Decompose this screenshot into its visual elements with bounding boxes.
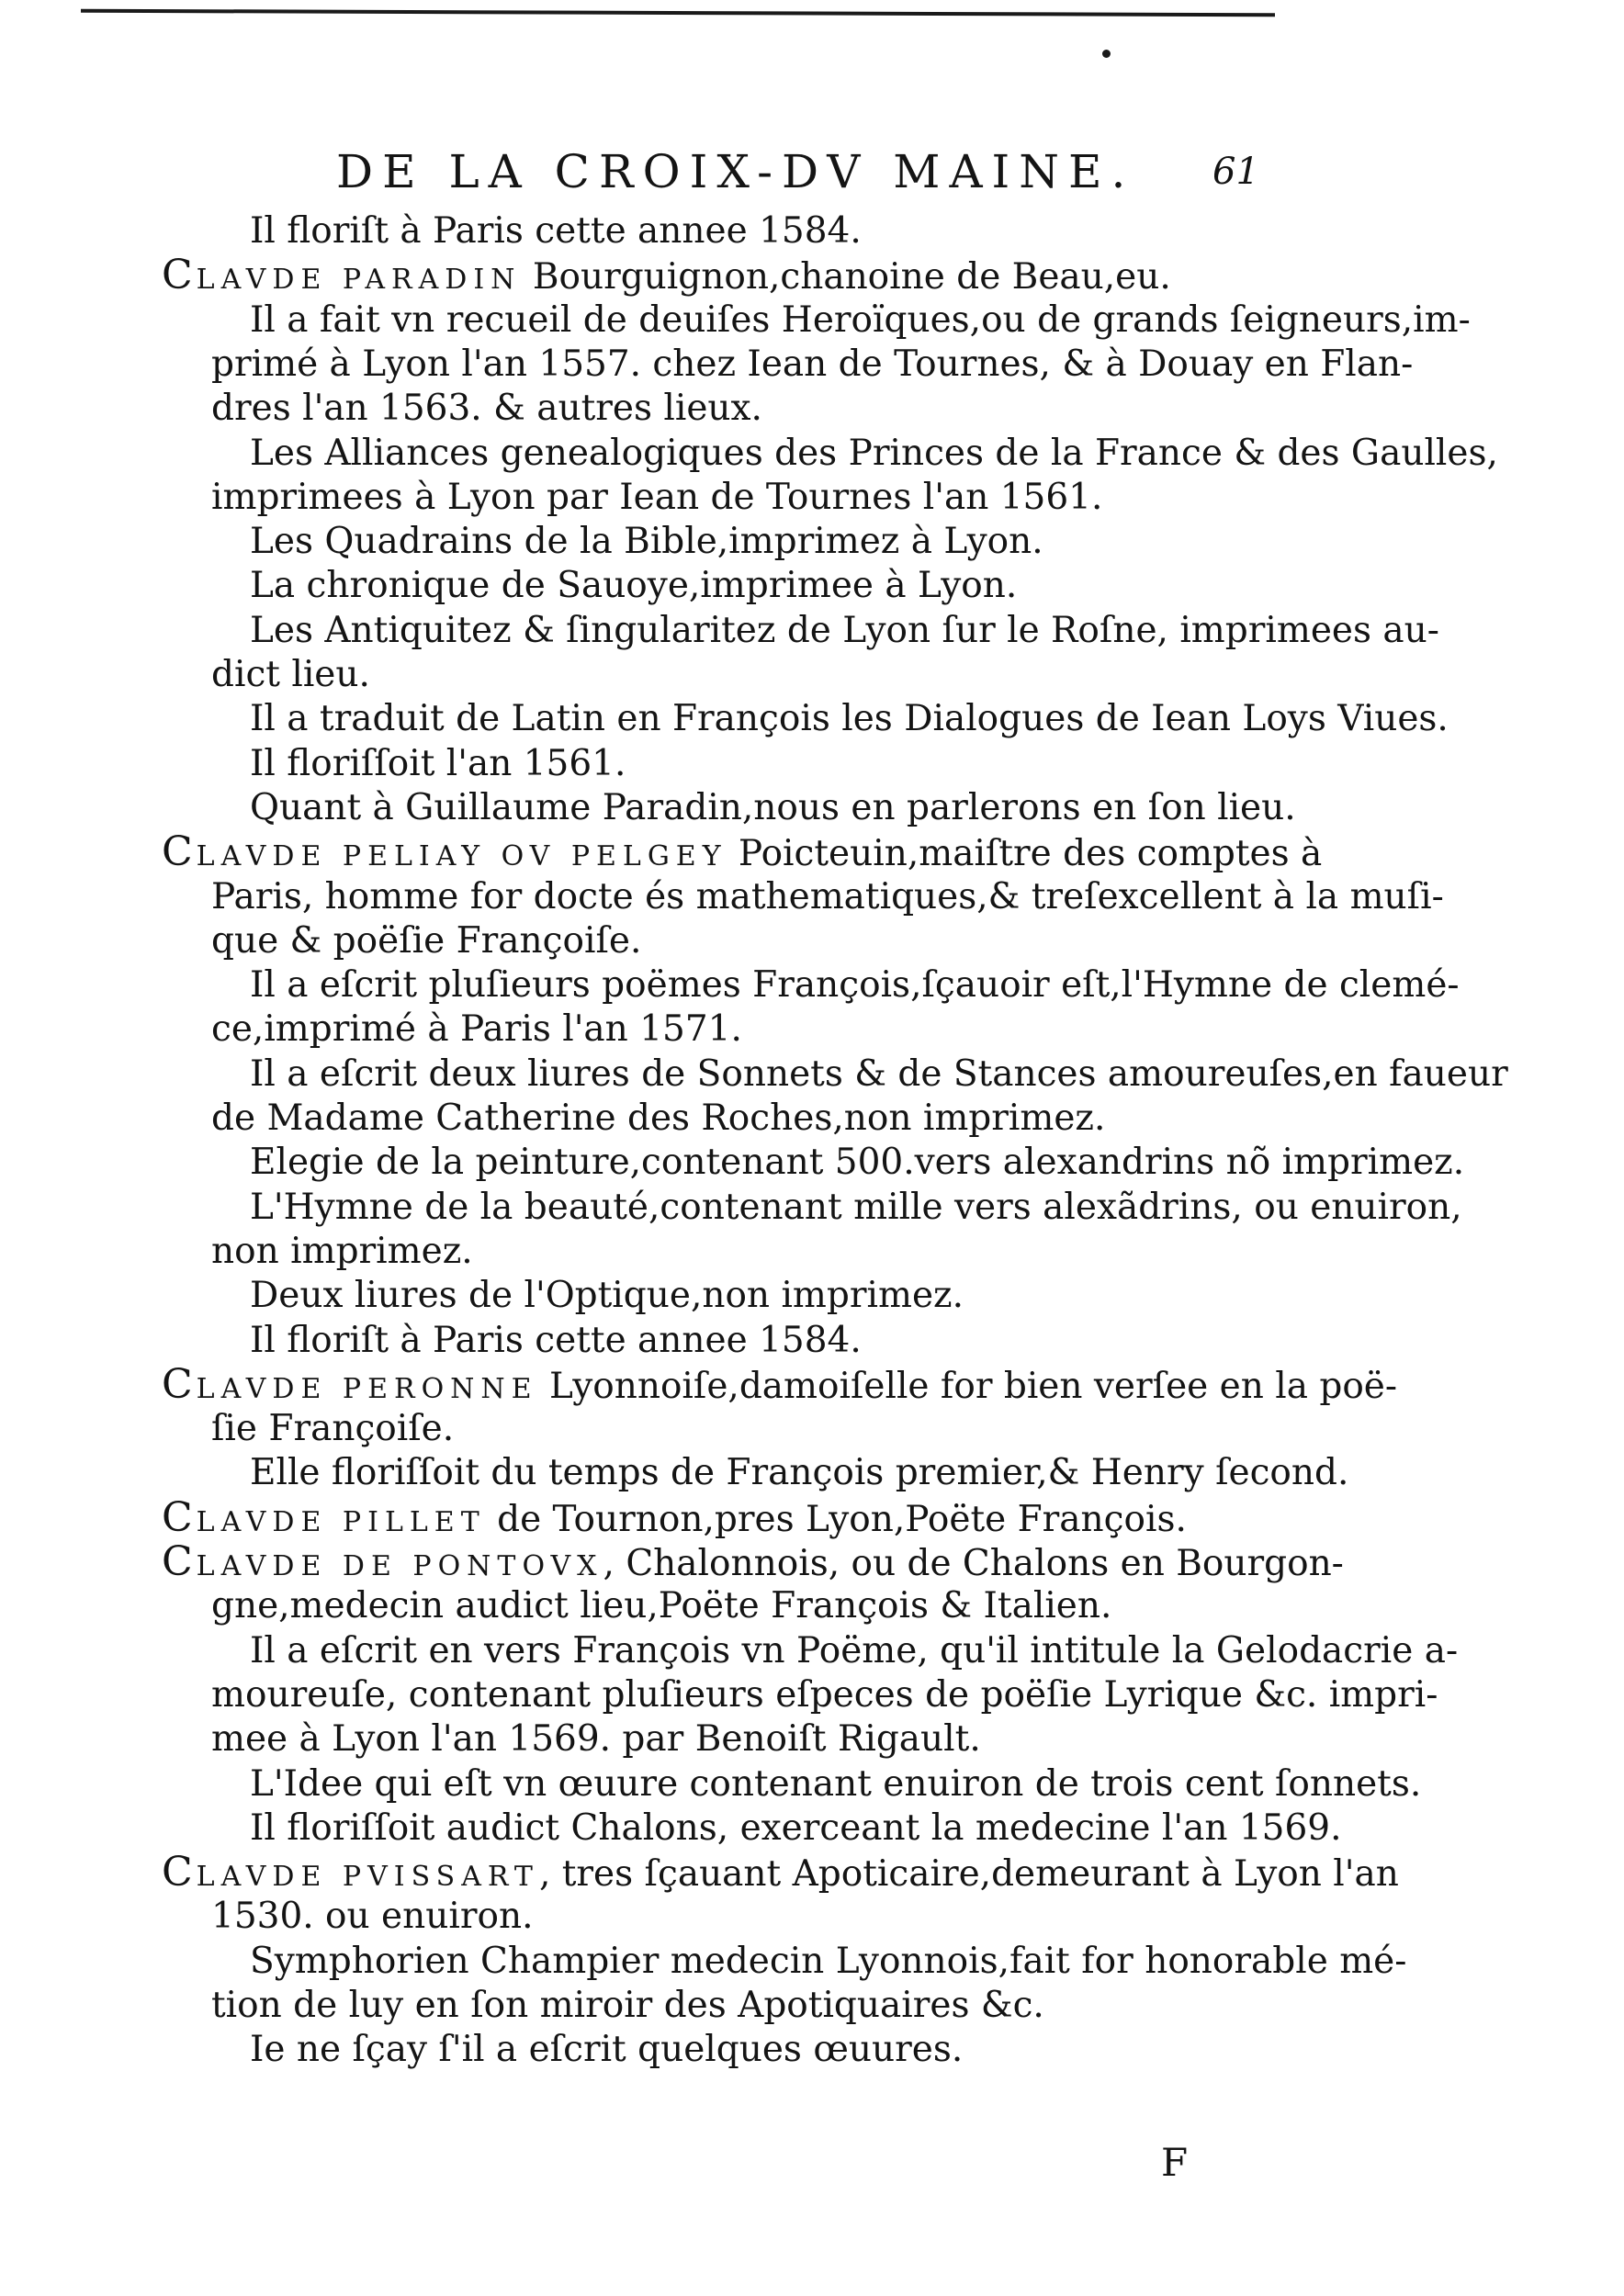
text-line (211, 1895, 533, 1939)
line-text: Elle floriſſoit du temps de François premier,& Henry ſecond. (250, 1452, 1349, 1494)
text-line (211, 1007, 742, 1052)
entry-heading-line (162, 1360, 1398, 1412)
text-line (250, 520, 1043, 564)
line-text: tion de luy en ſon miroir des Apotiquaires &c. (211, 1985, 1044, 2026)
text-line (211, 343, 1413, 387)
line-text: L'Hymne de la beauté,contenant mille vers alexãdrins, ou enuiron, (250, 1186, 1462, 1228)
line-text: Il a fait vn recueil de deuiſes Heroïques,ou de grands ſeigneurs,im- (250, 298, 1471, 341)
text-line (211, 476, 1102, 520)
text-line (250, 609, 1439, 653)
text-line (250, 298, 1471, 343)
text-line (211, 653, 370, 697)
text-line (211, 1407, 454, 1451)
text-line (250, 1451, 1348, 1495)
line-text: mee à Lyon l'an 1569. par Benoiſt Rigault. (211, 1718, 981, 1761)
line-text: dres l'an 1563. & autres lieux. (211, 388, 762, 430)
entry-heading-line (162, 1493, 1187, 1545)
line-text: Symphorien Champier medecin Lyonnois,fait for honorable mé- (250, 1940, 1407, 1982)
text-line (250, 1629, 1458, 1673)
line-text: gne,medecin audict lieu,Poëte François & Italien. (211, 1585, 1112, 1627)
text-line (211, 1717, 981, 1761)
rule-dot (1102, 50, 1111, 58)
line-text: imprimees à Lyon par Iean de Tournes l'an 1561. (211, 476, 1103, 518)
line-text: de Madame Catherine des Roches,non imprimez. (211, 1097, 1106, 1139)
line-text: Deux liures de l'Optique,non imprimez. (250, 1275, 964, 1317)
line-text: Il floriſt à Paris cette annee 1584. (250, 1319, 862, 1361)
text-line (250, 1762, 1421, 1806)
line-text: dict lieu. (211, 654, 370, 695)
line-text: Bourguignon,chanoine de Beau,eu. (521, 256, 1171, 298)
text-line (211, 1584, 1111, 1628)
running-title: DE LA CROIX-DV MAINE. (336, 145, 1135, 198)
text-line (250, 432, 1498, 476)
entry-heading-line (162, 1540, 1344, 1589)
line-text: de Tournon,pres Lyon,Poëte François. (485, 1498, 1187, 1540)
line-text: Les Antiquitez & ſingularitez de Lyon ſur le Roſne, imprimees au- (250, 609, 1439, 651)
text-line (211, 1097, 1105, 1141)
entry-heading-line (162, 830, 1322, 879)
text-line (211, 919, 641, 963)
text-line (250, 1940, 1406, 1984)
entry-heading-line (162, 253, 1171, 302)
text-line (211, 1230, 473, 1274)
author-name: CLAVDE PILLET (162, 1493, 486, 1541)
line-text: Les Quadrains de la Bible,imprimez à Lyon. (250, 521, 1043, 563)
line-text: moureuſe, contenant pluſieurs eſpeces de poëſie Lyrique &c. impri- (211, 1673, 1438, 1716)
line-text: L'Idee qui eſt vn œuure contenant enuiron de trois cent ſonnets. (250, 1762, 1422, 1805)
line-text: Il floriſt à Paris cette annee 1584. (250, 210, 862, 252)
line-text: Les Alliances genealogiques des Princes de la France & des Gaulles, (250, 432, 1498, 474)
top-rule (81, 9, 1275, 17)
line-text: Quant à Guillaume Paradin,nous en parlerons en ſon lieu. (250, 786, 1296, 828)
line-text: Ie ne ſçay ſ'il a eſcrit quelques œuures. (250, 2029, 964, 2071)
line-text: Elegie de la peinture,contenant 500.vers alexandrins nõ imprimez. (250, 1142, 1465, 1184)
line-text: Il floriſſoit audict Chalons, exerceant la medecine l'an 1569. (250, 1806, 1342, 1849)
line-text: primé à Lyon l'an 1557. chez Iean de Tournes, & à Douay en Flan- (211, 343, 1414, 385)
line-text: Il a eſcrit en vers François vn Poëme, qu'il intitule la Gelodacrie a- (250, 1629, 1459, 1671)
text-line (211, 875, 1444, 919)
line-text: Paris, homme for docte és mathematiques,& treſexcellent à la muſi- (211, 875, 1444, 917)
text-line (250, 963, 1460, 1007)
text-line (250, 1806, 1342, 1851)
text-line (250, 209, 862, 253)
author-name: CLAVDE DE PONTOVX (162, 1538, 603, 1585)
line-text: , Chalonnois, ou de Chalons en Bourgon- (603, 1543, 1344, 1584)
text-line (250, 786, 1296, 830)
line-text: 1530. ou enuiron. (211, 1896, 534, 1938)
line-text: , tres ſçauant Apoticaire,demeurant à Lyon l'an (538, 1853, 1399, 1896)
text-line (250, 1052, 1508, 1097)
line-text: Il a eſcrit deux liures de Sonnets & de Stances amoureuſes,en faueur (250, 1052, 1508, 1095)
line-text: que & poëſie Françoiſe. (211, 919, 642, 962)
line-text: Poicteuin,maiſtre des comptes à (727, 833, 1323, 875)
text-line (250, 2028, 963, 2072)
line-text: Il a eſcrit pluſieurs poëmes François,ſçauoir eſt,l'Hymne de clemé- (250, 964, 1460, 1007)
text-line (250, 697, 1449, 741)
text-line (250, 742, 626, 786)
author-name: CLAVDE PELIAY OV PELGEY (162, 828, 727, 876)
author-name: CLAVDE PERONNE (162, 1360, 538, 1408)
line-text: non imprimez. (211, 1230, 473, 1272)
line-text: Il a traduit de Latin en François les Dialogues de Iean Loys Viues. (250, 698, 1449, 740)
line-text: Lyonnoiſe,damoiſelle for bien verſee en la poë- (537, 1365, 1398, 1407)
entry-heading-line (162, 1851, 1399, 1899)
text-line (250, 564, 1017, 608)
line-text: Il floriſſoit l'an 1561. (250, 742, 626, 784)
signature-mark: F (1161, 2140, 1189, 2185)
text-line (211, 387, 762, 431)
text-line (250, 1186, 1462, 1230)
text-line (250, 1274, 964, 1318)
author-name: CLAVDE PVISSART (162, 1849, 539, 1896)
text-line (250, 1141, 1464, 1185)
text-line (211, 1984, 1044, 2028)
author-name: CLAVDE PARADIN (162, 252, 522, 299)
text-line (211, 1673, 1438, 1717)
text-line (250, 1319, 862, 1363)
line-text: ce,imprimé à Paris l'an 1571. (211, 1008, 742, 1051)
page-number: 61 (1212, 151, 1259, 193)
line-text: La chronique de Sauoye,imprimee à Lyon. (250, 565, 1018, 607)
line-text: ſie Françoiſe. (211, 1408, 455, 1450)
